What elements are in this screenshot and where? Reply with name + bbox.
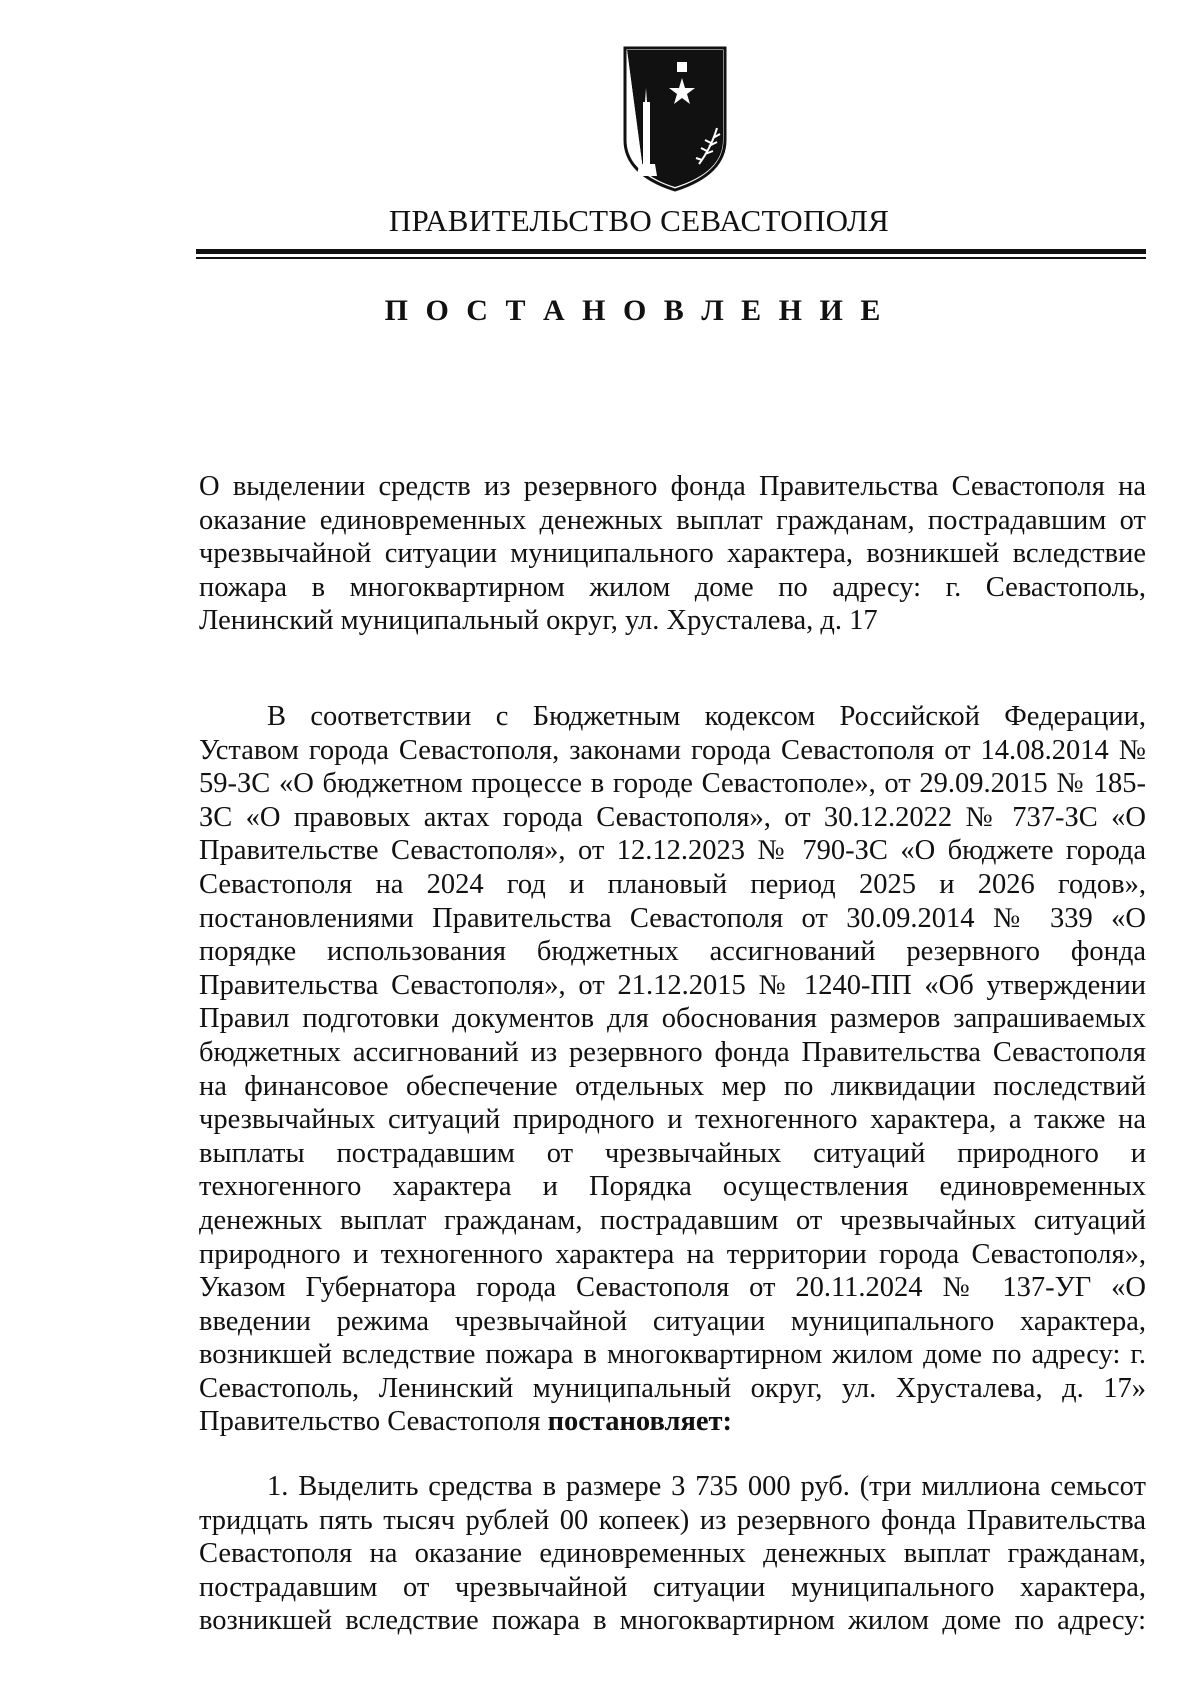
coat-of-arms-icon <box>619 44 731 194</box>
header-divider-thick <box>196 249 1146 254</box>
preamble-paragraph <box>199 700 1146 1439</box>
resolves-phrase: постановляет: <box>547 1406 733 1438</box>
header-divider-thin <box>196 257 1146 259</box>
resolution-item-1 <box>199 1470 1146 1638</box>
preamble <box>199 700 1146 1439</box>
item-text: 1. Выделить средства в размере 3 735 000 руб. (три миллиона семьсот тридцать пять тысяч рублей 00 копеек) из резервного фонда Правительства Севастополя на оказание единовременных денежных выплат гражданам, пострадавшим от чрезвычайной ситуации муниципального характера, возникшей вследствие пожара в многоквартирном жилом доме по адресу: <box>199 1471 1146 1637</box>
document-type-heading: П О С Т А Н О В Л Е Н И Е <box>384 294 886 327</box>
organization-name: ПРАВИТЕЛЬСТВО СЕВАСТОПОЛЯ <box>388 203 890 238</box>
preamble-text: В соответствии с Бюджетным кодексом Российской Федерации, Уставом города Севастополя, законами города Севастополя от 14.08.2014 № 59-ЗС «О бюджетном процессе в городе Севастополе», от 29.09.2015 № 185-ЗС «О правовых актах города Севастополя», от 30.12.2022 № 737-ЗС «О Правительстве Севастополя», от 12.12.2023 № 790-ЗС «О бюджете города Севастополя на 2024 год и плановый период 2025 и 2026 годов», постановлениями Правительства Севастополя от 30.09.2014 № 339 «О порядке использования бюджетных ассигнований резервного фонда Правительства Севастополя», от 21.12.2015 № 1240-ПП «Об утверждении Правил подготовки документов для обоснования размеров запрашиваемых бюджетных ассигнований из резервного фонда Правительства Севастополя на финансовое обеспечение отдельных мер по ликвидации последствий чрезвычайных ситуаций природного и техногенного характера, а также на выплаты пострадавшим от чрезвычайных ситуаций природного и техногенного характера и Порядка осуществления единовременных денежных выплат гражданам, пострадавшим от чрезвычайных ситуаций природного и техногенного характера на территории города Севастополя», Указом Губернатора города Севастополя от 20.11.2024 № 137-УГ «О введении режима чрезвычайной ситуации муниципального характера, возникшей вследствие пожара в многоквартирном жилом доме по адресу: г. Севастополь, Ленинский муниципальный округ, ул. Хрусталева, д. 17» <box>199 701 1146 1404</box>
preamble-closing: Правительство Севастополя <box>199 1406 541 1438</box>
subject-text: О выделении средств из резервного фонда Правительства Севастополя на оказание единовременных денежных выплат гражданам, пострадавшим от чрезвычайной ситуации муниципального характера, возникшей вследствие пожара в многоквартирном жилом доме по адресу: г. Севастополь, Ленинский муниципальный округ, ул. Хрусталева, д. 17 <box>199 471 1146 637</box>
document-subject <box>199 470 1146 638</box>
